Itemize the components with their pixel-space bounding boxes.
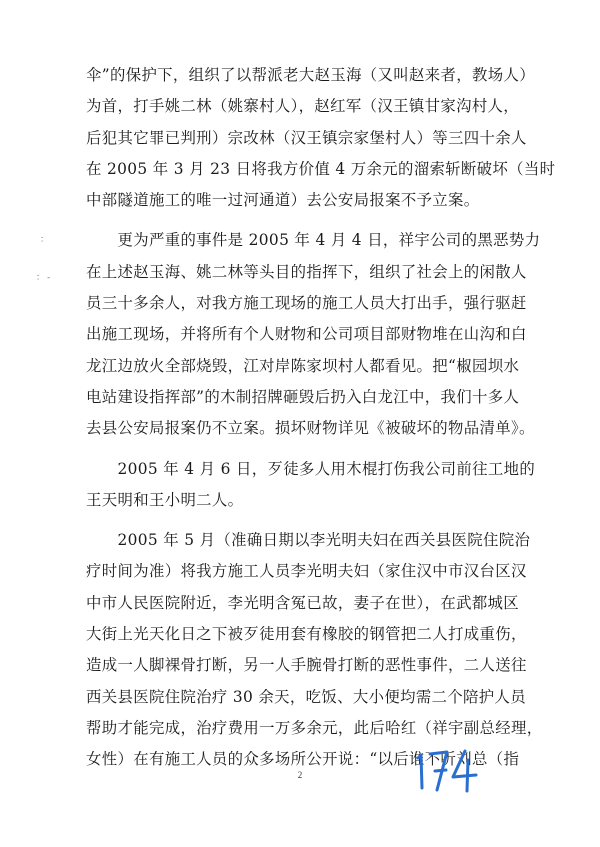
text-line: 疗时间为准）将我方施工人员李光明夫妇（家住汉中市汉台区汉 xyxy=(86,562,527,581)
text-line: 出施工现场，并将所有个人财物和公司项目部财物堆在山沟和白 xyxy=(86,325,527,344)
paragraph-first-line: 2005 年 4 月 6 日，歹徒多人用木棍打伤我公司前往工地的 xyxy=(86,459,536,478)
text-line: 西关县医院住院治疗 30 余天，吃饭、大小便均需二个陪护人员 xyxy=(86,687,527,706)
text-line: 龙江边放火全部烧毁，江对岸陈家坝村人都看见。把“椒园坝水 xyxy=(86,356,520,375)
text-line: 伞”的保护下，组织了以帮派老大赵玉海（又叫赵来者，教场人） xyxy=(86,66,535,84)
text-line: 造成一人脚裸骨打断，另一人手腕骨打断的恶性事件，二人送往 xyxy=(86,656,527,675)
text-line: 女性）在有施工人员的众多场所公开说：“以后谁不听刘总（指 xyxy=(86,750,520,769)
text-line: 王天明和王小明二人。 xyxy=(86,490,244,509)
text-line: 在 2005 年 3 月 23 日将我方价值 4 万余元的溜索斩断破坏（当时 xyxy=(86,159,556,178)
text-line: 为首，打手姚二林（姚寨村人），赵红军（汉王镇甘家沟村人， xyxy=(86,97,520,116)
text-line: 电站建设指挥部”的木制招牌砸毁后扔入白龙江中，我们十多人 xyxy=(86,387,520,406)
paragraph-first-line: 2005 年 5 月（准确日期以李光明夫妇在西关县医院住院治 xyxy=(86,531,531,550)
text-line: 在上述赵玉海、姚二林等头目的指挥下，组织了社会上的闲散人 xyxy=(86,262,527,281)
text-line: 大街上光天化日之下被歹徒用套有橡胶的钢管把二人打成重伤， xyxy=(86,625,527,644)
text-line: 后犯其它罪已判刑）宗改林（汉王镇宗家堡村人）等三四十余人 xyxy=(86,128,527,147)
handwritten-page-number xyxy=(410,746,480,798)
binding-mark: ：- xyxy=(36,273,53,283)
paragraph-first-line: 更为严重的事件是 2005 年 4 月 4 日，祥宇公司的黑恶势力 xyxy=(86,231,541,250)
text-line: 中部隧道施工的唯一过河通道）去公安局报案不予立案。 xyxy=(86,191,480,210)
text-line: 中市人民医院附近，李光明含冤已故，妻子在世），在武都城区 xyxy=(86,593,520,612)
text-line: 去县公安局报案仍不立案。损坏财物详见《被破坏的物品清单》。 xyxy=(86,419,535,438)
binding-mark: ： xyxy=(40,235,52,245)
body-text xyxy=(86,60,556,776)
handwritten-174-icon xyxy=(410,746,480,794)
text-line: 员三十多余人，对我方施工现场的施工人员大打出手，强行驱赶 xyxy=(86,294,527,313)
page-number: 2 xyxy=(297,770,303,780)
text-line: 帮助才能完成，治疗费用一万多余元，此后哈红（祥宇副总经理， xyxy=(86,718,543,737)
